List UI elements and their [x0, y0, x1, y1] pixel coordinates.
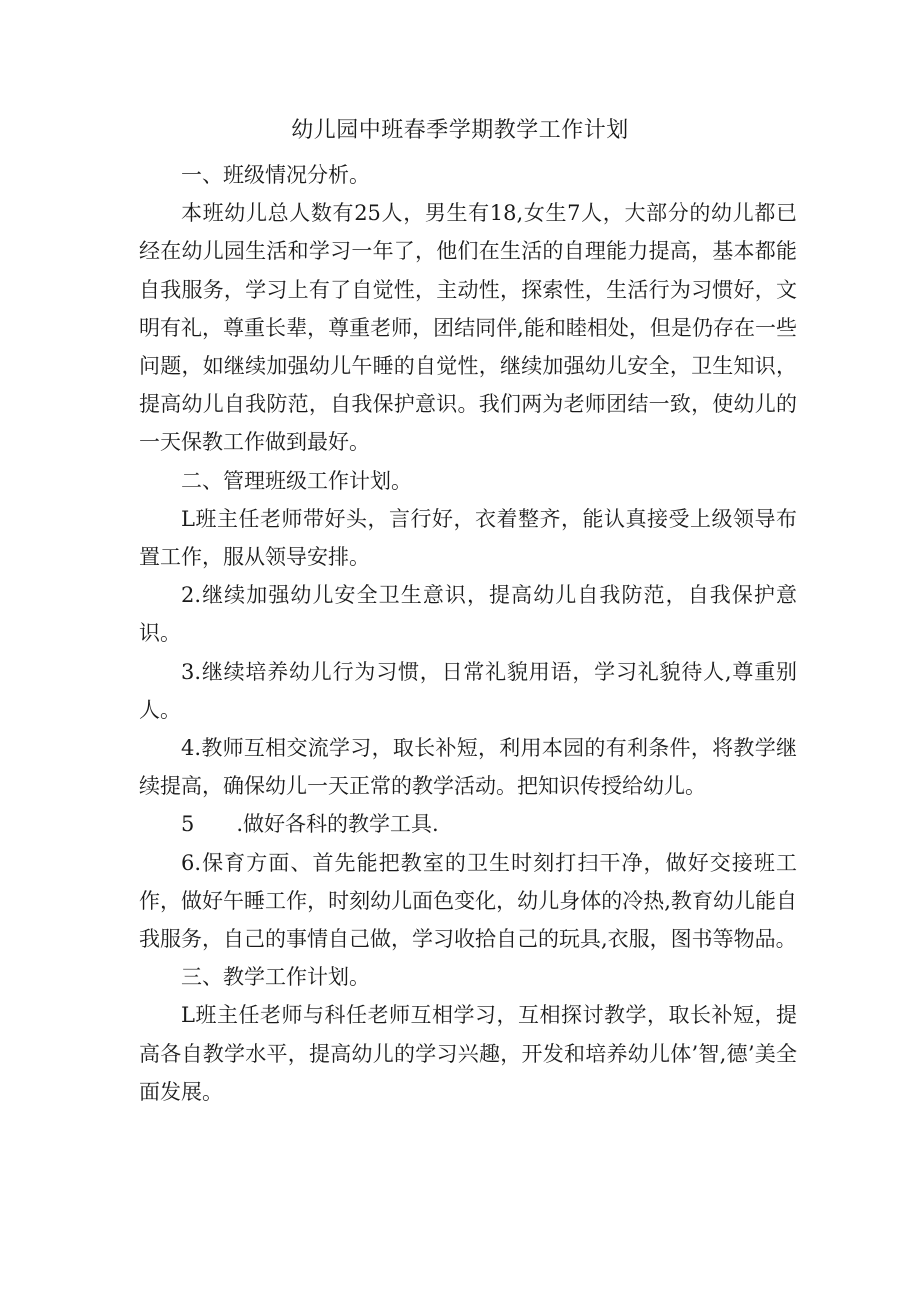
section-heading-class-management: 二、管理班级工作计划。 — [181, 468, 412, 493]
section-heading-teaching-plan: 三、教学工作计划。 — [181, 965, 370, 990]
list-item-3: 3.继续培养幼儿行为习惯，日常礼貌用语，学习礼貌待人,尊重别人。 — [139, 659, 797, 722]
paragraph-class-analysis: 本班幼儿总人数有25人，男生有18,女生7人，大部分的幼儿都已经在幼儿园生活和学习一年了，他们在生活的自理能力提高，基本都能自我服务，学习上有了自觉性，主动性，探索性，生活行为习惯好，文明有礼，尊重长辈，尊重老师，团结同伴,能和睦相处，但是仍存在一些问题，如继续加强幼儿午睡的自觉性，继续加强幼儿安全，卫生知识，提高幼儿自我防范，自我保护意识。我们两为老师团结一致，使幼儿的一天保教工作做到最好。 — [139, 201, 797, 455]
list-item-1: L班主任老师带好头，言行好，衣着整齐，能认真接受上级领导布置工作，服从领导安排。 — [139, 506, 797, 570]
document-title: 幼儿园中班春季学期教学工作计划 — [291, 118, 629, 143]
section-heading-class-analysis: 一、班级情况分析。 — [181, 163, 370, 187]
list-item-4: 4.教师互相交流学习，取长补短，利用本园的有利条件，将教学继续提高，确保幼儿一天正常的教学活动。把知识传授给幼儿。 — [139, 736, 797, 799]
paragraph-teaching-plan: L班主任老师与科任老师互相学习，互相探讨教学，取长补短，提高各自教学水平，提高幼儿的学习兴趣，开发和培养幼儿体’智,德’美全面发展。 — [139, 1003, 797, 1104]
list-item-6: 6.保育方面、首先能把教室的卫生时刻打扫干净，做好交接班工作，做好午睡工作，时刻幼儿面色变化，幼儿身体的冷热,教育幼儿能自我服务，自己的事情自己做，学习收拾自己的玩具,衣服，图书等物品。 — [139, 850, 797, 952]
list-item-2: 2.继续加强幼儿安全卫生意识，提高幼儿自我防范，自我保护意识。 — [139, 583, 797, 646]
list-item-5: 5 .做好各科的教学工具. — [181, 812, 439, 837]
document-body — [139, 156, 797, 1111]
